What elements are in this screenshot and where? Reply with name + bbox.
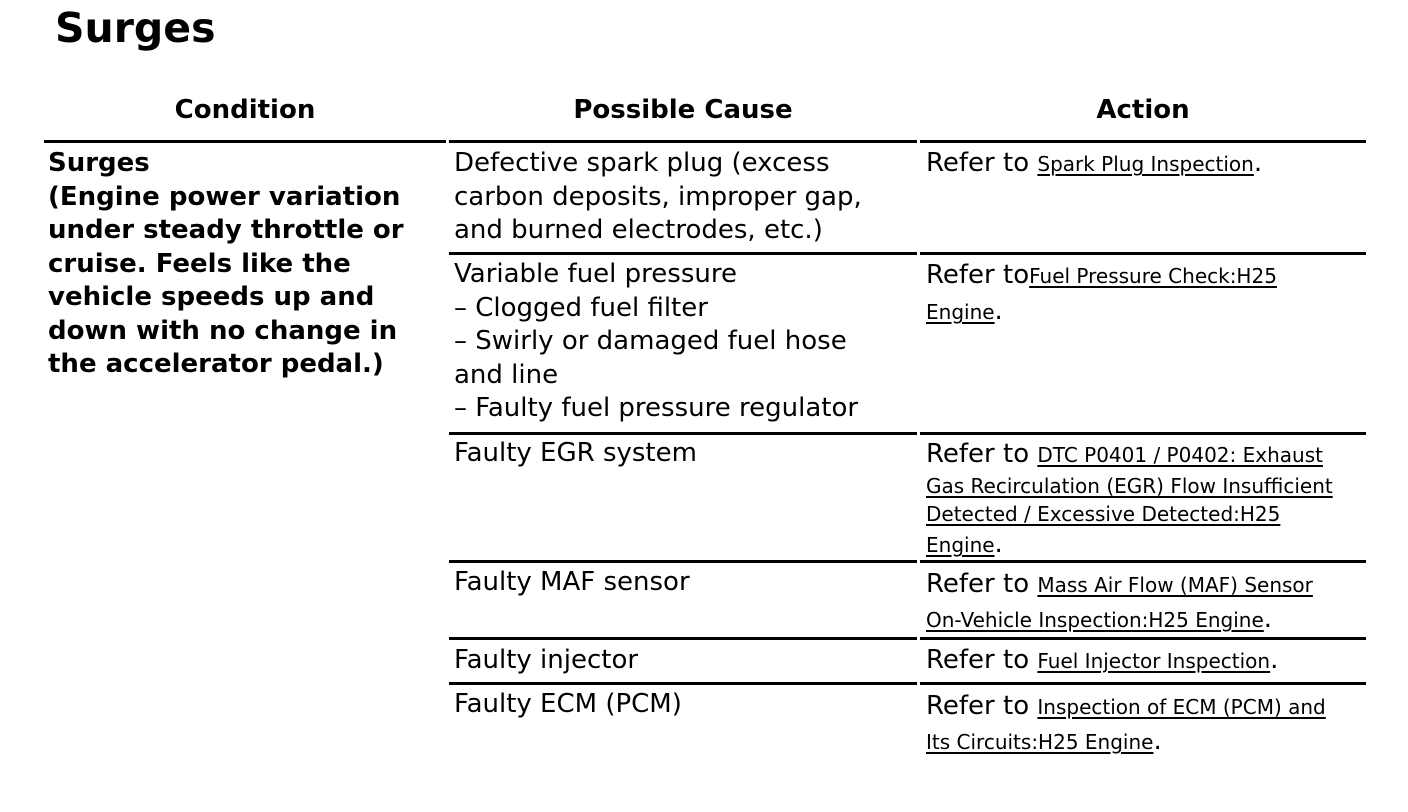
row-rule: [449, 560, 917, 563]
cause-line: carbon deposits, improper gap,: [454, 181, 862, 212]
condition-line: the accelerator pedal.): [48, 349, 384, 379]
row-rule: [920, 252, 1366, 255]
action-cell-spark-plug: [926, 148, 1262, 180]
fuel-pressure-check-link[interactable]: Engine: [926, 300, 995, 324]
action-line: [926, 294, 1277, 330]
cause-line: Variable fuel pressure: [454, 259, 737, 289]
header-possible-cause: Possible Cause: [573, 95, 793, 125]
cause-line: Faulty MAF sensor: [454, 567, 690, 597]
condition-line: cruise. Feels like the: [48, 248, 351, 279]
cause-line: Faulty injector: [454, 645, 639, 675]
fuel-pressure-check-link[interactable]: Fuel Pressure Check:H25: [1029, 264, 1277, 288]
action-cell-egr: [926, 438, 1333, 562]
action-suffix: .: [1270, 645, 1279, 675]
action-line: [926, 500, 1333, 528]
action-line: [926, 528, 1333, 562]
cause-cell-spark-plug: [454, 147, 862, 248]
cause-cell-ecm: [454, 688, 682, 722]
action-prefix: Refer to: [926, 148, 1038, 178]
action-suffix: .: [994, 296, 1003, 326]
egr-dtc-link[interactable]: Gas Recirculation (EGR) Flow Insufficient: [926, 474, 1333, 498]
header-action: Action: [1096, 95, 1190, 125]
cause-line: Faulty EGR system: [454, 438, 697, 468]
row-rule: [449, 252, 917, 255]
header-condition: Condition: [174, 95, 316, 125]
maf-inspection-link[interactable]: On-Vehicle Inspection:H25 Engine: [926, 608, 1264, 632]
action-suffix: .: [1263, 604, 1273, 634]
action-prefix: Refer to: [926, 260, 1030, 290]
cause-line: – Swirly or damaged fuel hose: [454, 326, 847, 356]
cause-line: and burned electrodes, etc.): [454, 215, 823, 245]
action-cell-maf: [926, 567, 1313, 637]
cause-line: – Faulty fuel pressure regulator: [454, 393, 859, 423]
ecm-inspection-link[interactable]: Inspection of ECM (PCM) and: [1037, 695, 1326, 719]
page-title: Surges: [55, 4, 216, 52]
action-line: [926, 148, 1262, 180]
action-prefix: Refer to: [926, 645, 1038, 675]
action-line: [926, 689, 1326, 724]
egr-dtc-link[interactable]: Engine: [926, 533, 995, 557]
action-line: [926, 724, 1326, 759]
action-line: [926, 258, 1277, 294]
condition-title: Surges: [48, 148, 150, 178]
ecm-inspection-link[interactable]: Its Circuits:H25 Engine: [926, 730, 1154, 754]
row-rule: [449, 432, 917, 435]
egr-dtc-link[interactable]: DTC P0401 / P0402: Exhaust: [1037, 443, 1323, 467]
cause-cell-egr: [454, 437, 697, 471]
action-cell-fuel-pressure: [926, 258, 1277, 330]
row-rule: [920, 682, 1366, 685]
condition-line: down with no change in: [48, 315, 398, 346]
action-line: [926, 472, 1333, 500]
condition-line: under steady throttle or: [48, 215, 404, 245]
header-rule-action: [920, 140, 1366, 143]
action-cell-injector: [926, 645, 1278, 677]
action-line: [926, 602, 1313, 637]
cause-line: Defective spark plug (excess: [454, 148, 830, 178]
cause-cell-fuel-pressure: [454, 258, 858, 426]
cause-line: – Clogged fuel filter: [454, 292, 708, 323]
cause-line: and line: [454, 359, 559, 390]
action-cell-ecm: [926, 689, 1326, 759]
cause-cell-injector: [454, 644, 638, 678]
condition-line: (Engine power variation: [48, 181, 401, 212]
row-rule: [920, 560, 1366, 563]
row-rule: [449, 637, 917, 640]
cause-cell-maf: [454, 566, 690, 600]
fuel-injector-inspection-link[interactable]: Fuel Injector Inspection: [1037, 649, 1271, 673]
maf-inspection-link[interactable]: Mass Air Flow (MAF) Sensor: [1037, 573, 1313, 597]
action-suffix: .: [994, 529, 1003, 559]
condition-cell: [48, 147, 404, 382]
action-suffix: .: [1153, 726, 1162, 756]
cause-line: Faulty ECM (PCM): [454, 689, 682, 719]
condition-line: vehicle speeds up and: [48, 282, 375, 312]
row-rule: [920, 637, 1366, 640]
action-prefix: Refer to: [926, 691, 1038, 721]
row-rule: [449, 682, 917, 685]
spark-plug-inspection-link[interactable]: Spark Plug Inspection: [1037, 152, 1254, 176]
action-suffix: .: [1253, 148, 1263, 178]
row-rule: [920, 432, 1366, 435]
egr-dtc-link[interactable]: Detected / Excessive Detected:H25: [926, 502, 1281, 526]
action-line: [926, 438, 1333, 472]
action-line: [926, 567, 1313, 602]
action-prefix: Refer to: [926, 569, 1038, 599]
header-rule-condition: [44, 140, 446, 143]
action-prefix: Refer to: [926, 439, 1038, 469]
action-line: [926, 645, 1278, 677]
header-rule-cause: [449, 140, 917, 143]
